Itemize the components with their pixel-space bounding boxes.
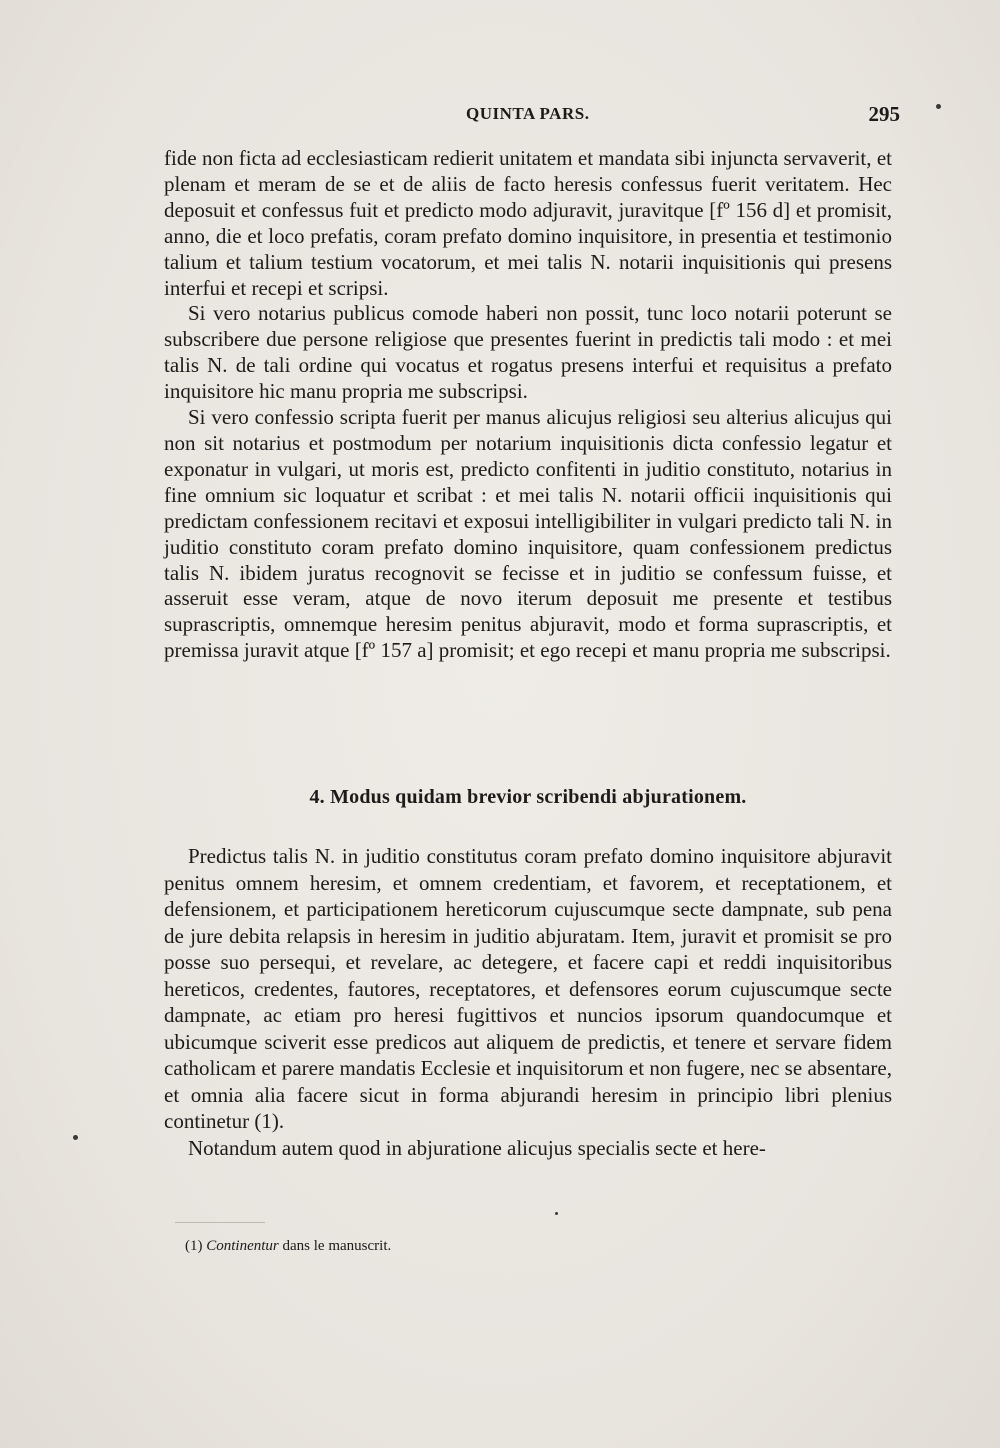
- section-heading: 4. Modus quidam brevior scribendi abjurationem.: [309, 786, 747, 808]
- footnote: [185, 1238, 391, 1255]
- page-number: 295: [868, 102, 900, 126]
- ink-speck: [73, 1135, 78, 1140]
- section-text-block: [164, 843, 892, 1161]
- running-head: [164, 102, 900, 134]
- footnote-text: dans le manuscrit.: [282, 1238, 392, 1254]
- footnote-emphasis: Continentur: [206, 1238, 279, 1254]
- footnote-divider: [175, 1222, 265, 1223]
- main-text-block: [164, 146, 892, 664]
- running-title: QUINTA PARS.: [466, 104, 590, 123]
- paragraph-4: Predictus talis N. in juditio constitutus coram prefato domino inquisitore abjuravit penitus omnem heresim, et omnem credentiam, et favorem, et receptationem, et defensionem, et participationem hereticorum cujuscumque secte dampnate, sub pena de jure debita relapsis in heresim in juditio abjuratam. Item, juravit et promisit se pro posse suo persequi, et revelare, ac detegere, et facere capi et reddi inquisitoribus hereticos, credentes, fautores, receptatores, et defensores eorum cujuscumque secte dampnate, ac etiam pro heresi fugittivos et nuncios ipsorum quandocumque et ubicumque sciverit esse predicos aut aliquem de predictis, et tenere et servare fidem catholicam et parere mandatis Ecclesie et inquisitorum et non fugere, nec se absentare, et omnia alia facere sicut in forma abjurandi heresim in principio libri plenius continetur (1).: [164, 844, 892, 1133]
- ink-speck: [555, 1212, 558, 1215]
- paragraph-3: Si vero confessio scripta fuerit per manus alicujus religiosi seu alterius alicujus qui non sit notarius et postmodum per notarium inquisitionis dicta confessio legatur et exponatur in vulgari, ut moris est, predicto confitenti in juditio constituto, notarius in fine omnium sic loquatur et scribat : et mei talis N. notarii officii inquisitionis qui predictam confessionem recitavi et exposui intelligibiliter in vulgari predicto tali N. in juditio constituto coram prefato domino inquisitore, quam confessionem predictus talis N. ibidem juratus recognovit se fecisse et in juditio se confessum fuisse, et asseruit esse veram, atque de novo iterum deposuit me presente et testibus suprascriptis, omnemque heresim penitus abjuravit, modo et forma suprascriptis, et premissa juravit atque [fº 157 a] promisit; et ego recepi et manu propria me subscripsi.: [164, 405, 892, 663]
- paragraph-2: Si vero notarius publicus comode haberi non possit, tunc loco notarii poterunt se subscribere due persone religiose que presentes fuerint in predictis tali modo : et mei talis N. de tali ordine qui vocatus et rogatus presens interfui et requisitus a prefato inquisitore hic manu propria me subscripsi.: [164, 301, 892, 404]
- paragraph-1: fide non ficta ad ecclesiasticam redierit unitatem et mandata sibi injuncta servaverit, et plenam et meram de se et de aliis de facto heresis confessus fuerit veritatem. Hec deposuit et confessus fuit et predicto modo adjuravit, juravitque [fº 156 d] et promisit, anno, die et loco prefatis, coram prefato domino inquisitore, in presentia et testimonio talium et talium testium vocatorum, et mei talis N. notarii inquisitionis qui presens interfui et recepi et scripsi.: [164, 146, 892, 300]
- ink-speck: [936, 104, 941, 109]
- footnote-marker: (1): [185, 1238, 203, 1254]
- paragraph-5: Notandum autem quod in abjuratione alicujus specialis secte et here-: [188, 1135, 766, 1160]
